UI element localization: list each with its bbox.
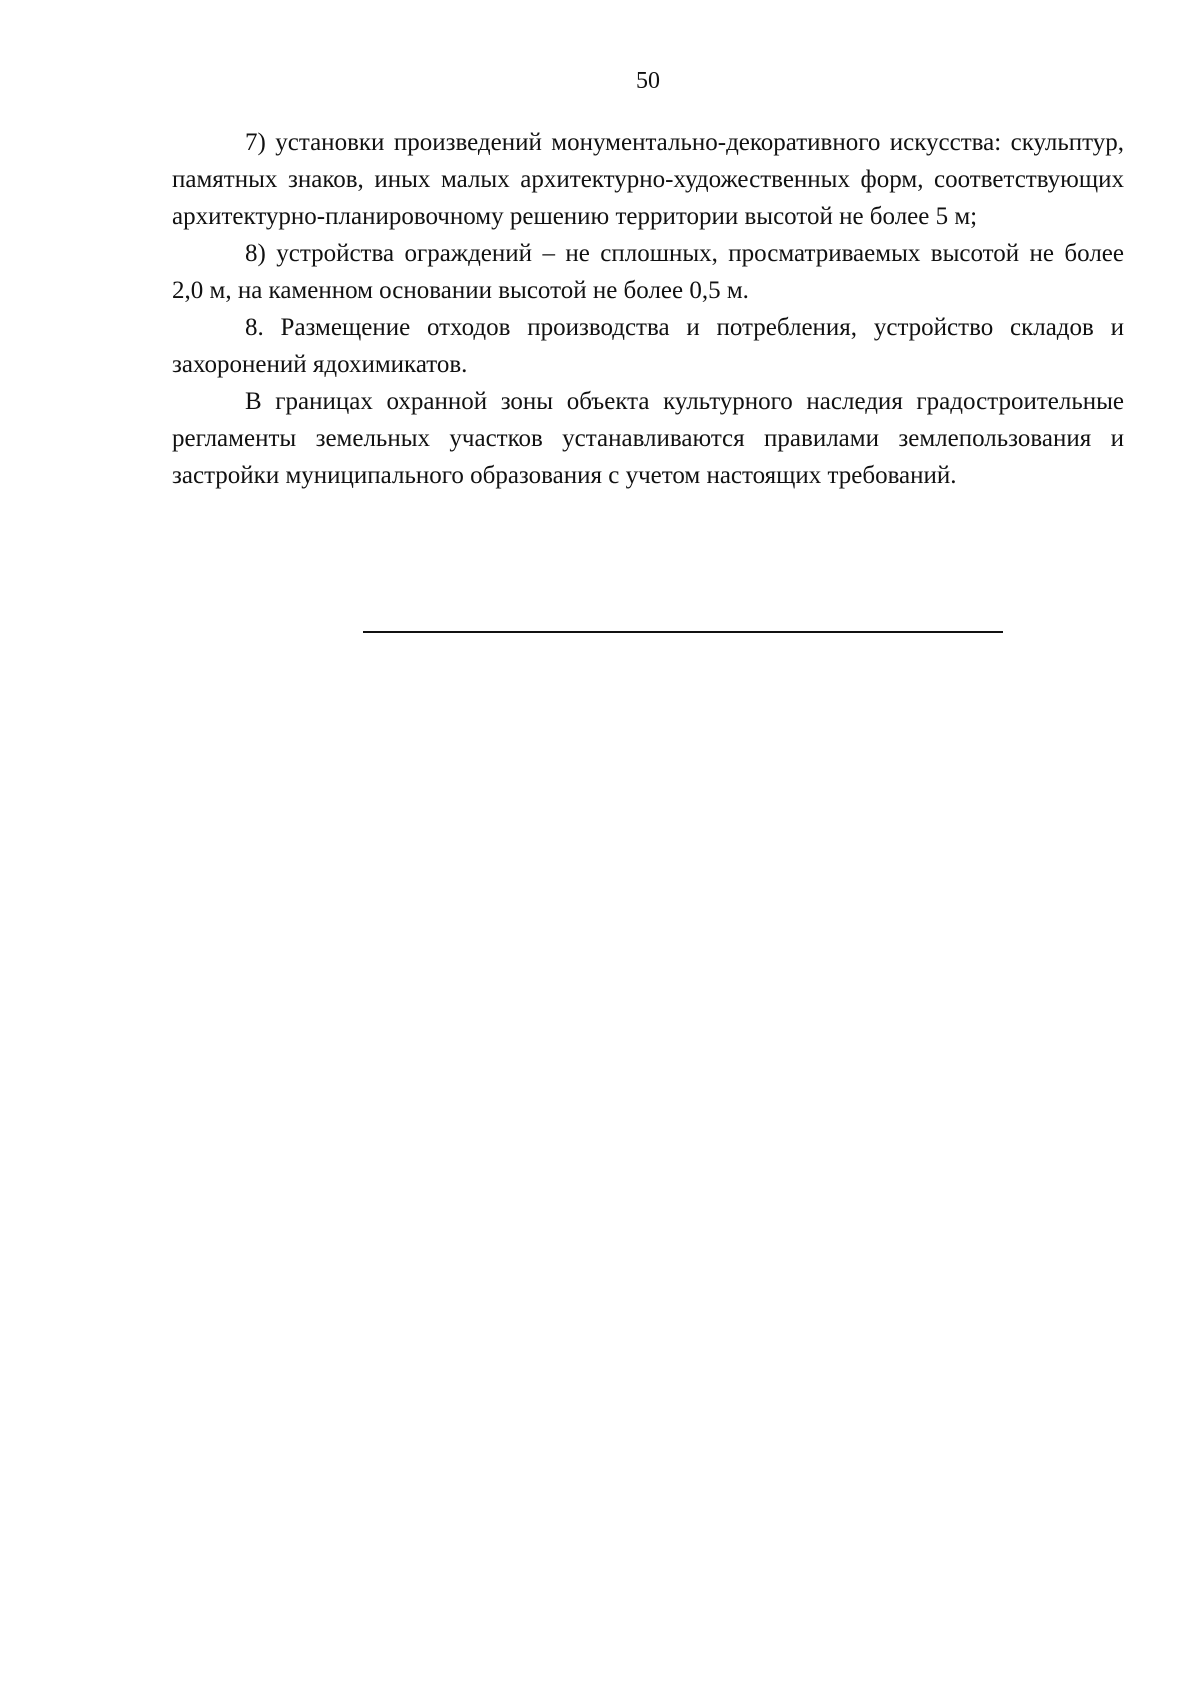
paragraph: 7) установки произведений монументально-декоративного искусства: скульптур, памятных знаков, иных малых архитектурно-художественных форм, соответствующих архитектурно-планировочному решению территории высотой не более 5 м; [172,129,1124,230]
paragraph: В границах охранной зоны объекта культурного наследия градостроительные регламенты земельных участков устанавливаются правилами землепользования и застройки муниципального образования с учетом настоящих требований. [172,388,1124,489]
paragraph: 8) устройства ограждений – не сплошных, просматриваемых высотой не более 2,0 м, на каменном основании высотой не более 0,5 м. [172,240,1124,304]
paragraph: 8. Размещение отходов производства и потребления, устройство складов и захоронений ядохимикатов. [172,314,1124,378]
end-divider [363,631,1003,633]
document-body [172,124,1124,494]
page-number: 50 [636,68,660,94]
